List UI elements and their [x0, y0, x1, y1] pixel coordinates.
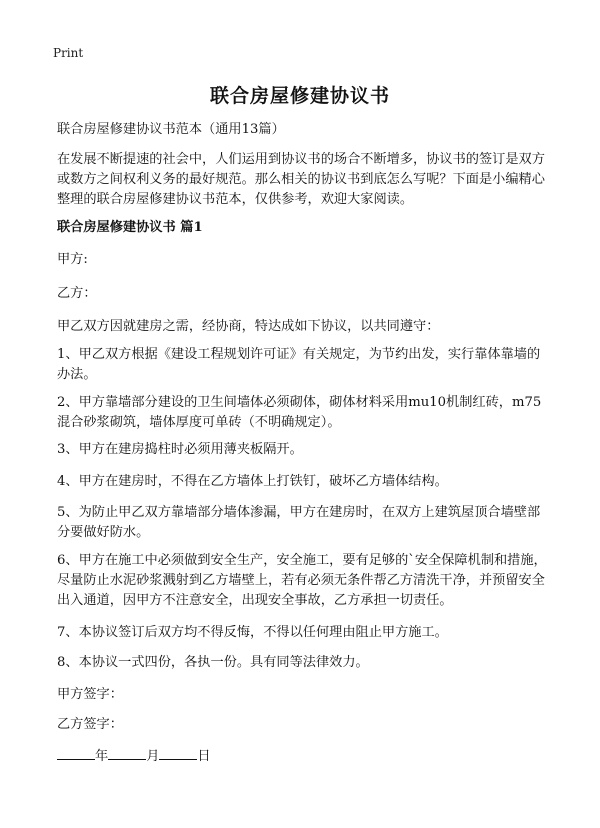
clause-2: 2、甲方靠墙部分建设的卫生间墙体必须砌体，砌体材料采用mu10机制红砖，m75混合砂浆砌筑，墙体厚度可单砖（不明确规定）。: [57, 395, 542, 430]
year-blank: [57, 745, 95, 760]
clause-1: 1、甲乙双方根据《建设工程规划许可证》有关规定，为节约出发，实行靠体靠墙的办法。: [57, 347, 541, 382]
clause-5: 5、为防止甲乙双方靠墙部分墙体渗漏，甲方在建房时，在双方上建筑屋顶合墙壁部分要做好防水。: [57, 505, 541, 540]
day-label: 日: [197, 749, 211, 764]
party-b-signature: 乙方签字：: [57, 717, 123, 732]
day-blank: [159, 745, 197, 760]
year-label: 年: [95, 749, 109, 764]
party-a-line: 甲方:: [57, 252, 88, 267]
intro-paragraph: 在发展不断提速的社会中，人们运用到协议书的场合不断增多，协议书的签订是双方或数方之间权利义务的最好规范。那么相关的协议书到底怎么写呢？下面是小编精心整理的联合房屋修建协议书范本，仅供参考，欢迎大家阅读。: [57, 152, 545, 207]
party-a-signature: 甲方签字：: [57, 687, 123, 702]
clause-8: 8、本协议一式四份，各执一份。具有同等法律效力。: [57, 655, 369, 670]
document-title: 联合房屋修建协议书: [209, 85, 390, 107]
month-blank: [108, 745, 146, 760]
clause-4: 4、甲方在建房时，不得在乙方墙体上打铁钉，破坏乙方墙体结构。: [57, 474, 448, 489]
clause-6: 6、甲方在施工中必须做到安全生产，安全施工，要有足够的`安全保障机制和措施，尽量防止水泥砂浆溅射到乙方墙壁上，若有必须无条件帮乙方清洗干净，并预留安全出入通道，因甲方不注意安全，出现安全事故，乙方承担一切责任。: [57, 553, 547, 608]
clause-7: 7、本协议签订后双方均不得反悔，不得以任何理由阻止甲方施工。: [57, 625, 448, 640]
party-b-line: 乙方：: [57, 286, 97, 301]
print-label: Print: [53, 46, 84, 60]
section-title: 联合房屋修建协议书 篇1: [57, 220, 203, 235]
date-line: [57, 745, 552, 767]
clause-3: 3、甲方在建房捣柱时必须用薄夹板隔开。: [57, 442, 303, 457]
month-label: 月: [146, 749, 160, 764]
preamble-paragraph: 甲乙双方因就建房之需，经协商，特达成如下协议，以共同遵守：: [57, 319, 440, 334]
document-subtitle: 联合房屋修建协议书范本（通用13篇）: [57, 122, 285, 137]
